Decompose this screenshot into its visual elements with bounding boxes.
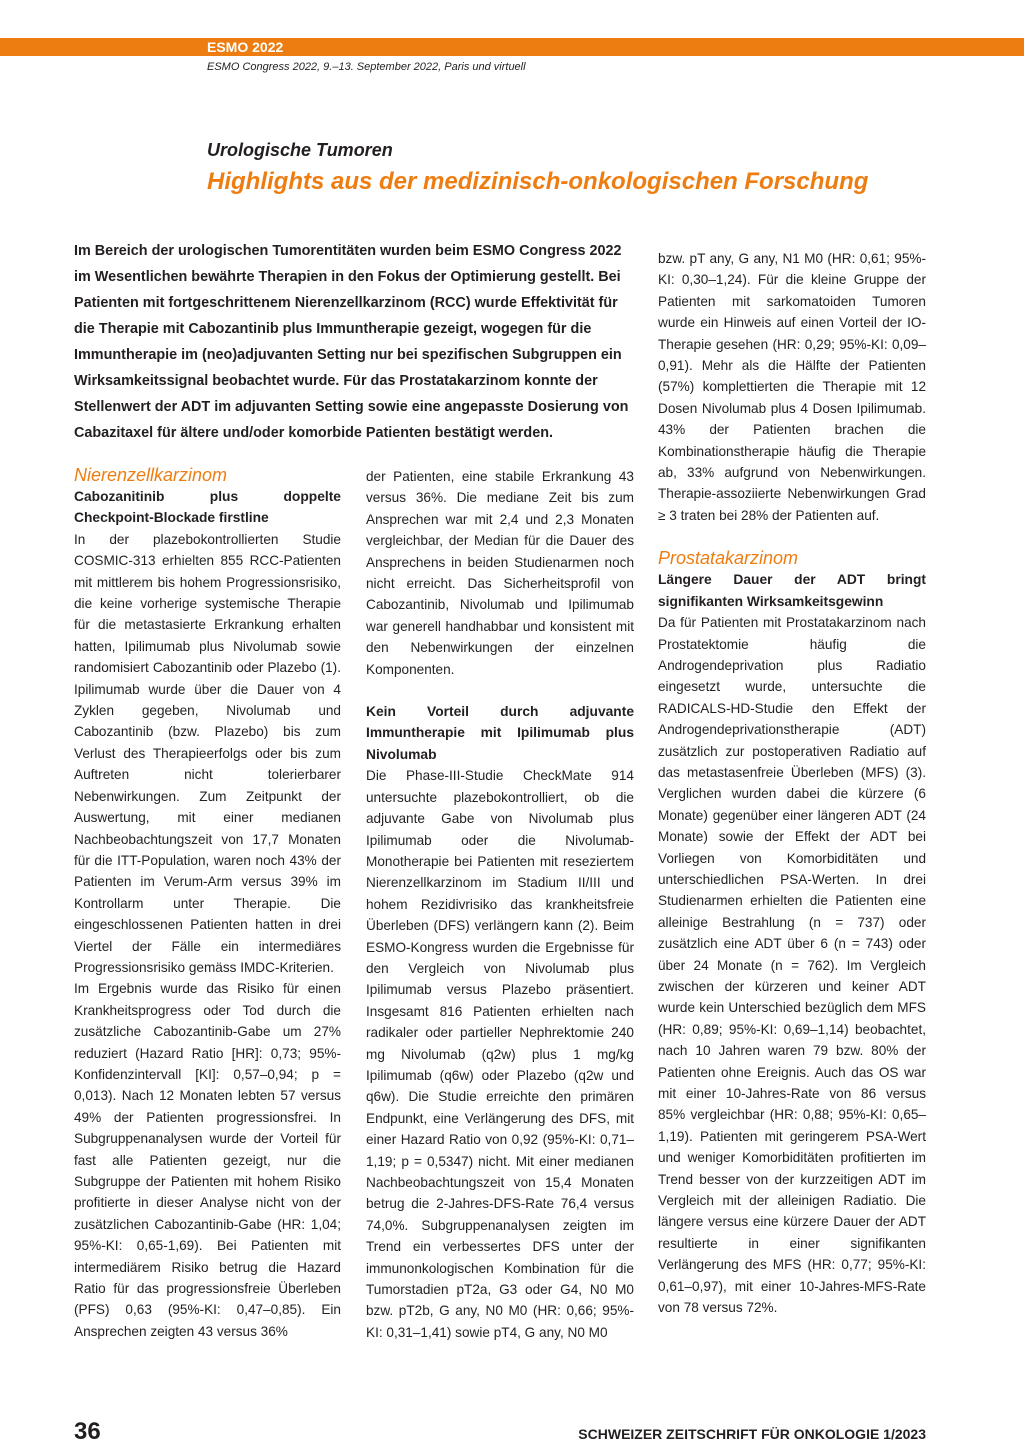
paragraph: Da für Patienten mit Prostatakarzinom nach Prostatektomie häufig die Androgendeprivation plus Radiatio eingesetzt wurde, untersuchte die RADICALS-HD-Studie den Effekt der Androgendeprivationstherapie (ADT) zusätzlich zur postoperativen Radiatio auf das metastasenfreie Überleben (MFS) (3). Verglichen wurden dabei die kürzere (6 Monate) gegenüber einer längeren ADT (24 Monate) sowie der Effekt der ADT bei Vorliegen von Komorbiditäten und unterschiedlichen PSA-Werten. In drei Studienarmen erhielten die Patienten eine alleinige Bestrahlung (n = 737) oder zusätzlich eine ADT über 6 (n = 743) oder über 24 Monate (n = 762). Im Vergleich zwischen der kürzeren und keiner ADT wurde kein Unterschied bezüglich dem MFS (HR: 0,89; 95%-KI: 0,69–1,14) beobachtet, nach 10 Jahren waren 79 bzw. 80% der Patienten ohne Ereignis. Auch das OS war mit einer 10-Jahres-Rate von 86 versus 85% vergleichbar (HR: 0,88; 95%-KI: 0,65–1,19). Patienten mit geringerem PSA-Wert und weniger Komorbiditäten profitierten im Trend besser von der kurzzeitigen ADT im Vergleich mit der alleinigen Radiatio. Die längere versus eine kürzere Dauer der ADT resultierte in einer signifikanten Verlängerung des MFS (HR: 0,77; 95%-KI: 0,61–0,97), mit einer 10-Jahres-MFS-Rate von 78 versus 72%. [658,615,926,1316]
header-bar [0,38,1024,56]
congress-info: ESMO Congress 2022, 9.–13. September 2022, Paris und virtuell [207,61,526,73]
section-tag: ESMO 2022 [207,39,284,55]
subheading-cosmic: Cabozanitinib plus doppelte Checkpoint-Blockade firstline [74,489,341,526]
paragraph: In der plazebokontrollierten Studie COSMIC-313 erhielten 855 RCC-Patienten mit mittlerem bis hohem Progressionsrisiko, die keine vorherige systemische Therapie für die metastasierte Erkrankung erhalten hatten, Ipilimumab plus Nivolumab sowie randomisiert Cabozantinib oder Plazebo (1). Ipilimumab wurde über die Dauer von 4 Zyklen gegeben, Nivolumab und Cabozantinib (bzw. Plazebo) bis zum Verlust des Therapieerfolgs oder bis zum Auftreten nicht tolerierbarer Nebenwirkungen. Zum Zeitpunkt der Auswertung, mit einer medianen Nachbeobachtungszeit von 17,7 Monaten für die ITT-Population, waren noch 43% der Patienten im Verum-Arm versus 39% im Kontrollarm unter Therapie. Die eingeschlossenen Patienten hatten in drei Viertel der Fälle ein intermediäres Progressionsrisiko gemäss IMDC-Kriterien. [74,531,341,975]
journal-name: SCHWEIZER ZEITSCHRIFT FÜR ONKOLOGIE 1/2023 [578,1426,926,1442]
paragraph: der Patienten, eine stabile Erkrankung 43 versus 36%. Die mediane Zeit bis zum Ansprechen war mit 2,4 und 2,3 Monaten vergleichbar, der Median für die Dauer des Ansprechens in beiden Studienarmen noch nicht erreicht. Das Sicherheitsprofil von Cabozantinib, Nivolumab und Ipilimumab war generell handhabbar und konsistent mit den Nebenwirkungen der einzelnen Komponenten. [366,469,634,677]
paragraph: bzw. pT any, G any, N1 M0 (HR: 0,61; 95%-KI: 0,30–1,24). Für die kleine Gruppe der Patienten mit sarkomatoiden Tumoren wurde ein Hinweis auf einen Vorteil der IO-Therapie gesehen (HR: 0,29; 95%-KI: 0,09–0,91). Mehr als die Hälfte der Patienten (57%) komplettierten die Therapie mit 12 Dosen Nivolumab plus 4 Dosen Ipilimumab. 43% der Patienten brachen die Kombinationstherapie häufig die Therapie ab, 33% aufgrund von Nebenwirkungen. Therapie-assoziierte Nebenwirkungen Grad ≥ 3 traten bei 28% der Patienten auf. [658,251,926,523]
column-3 [658,248,926,1319]
paragraph: Im Ergebnis wurde das Risiko für einen Krankheitsprogress oder Tod durch die zusätzliche Cabozantinib-Gabe um 27% reduziert (Hazard Ratio [HR]: 0,73; 95%-Konfidenzintervall [KI]: 0,57–0,94; p = 0,013). Nach 12 Monaten lebten 57 versus 49% der Patienten progressionsfrei. In Subgruppenanalysen wurde der Vorteil für fast alle Patienten gezeigt, nur die Subgruppe der Patienten mit hohem Risiko profitierte in dieser Analyse nicht von der zusätzlichen Cabozantinib-Gabe (HR: 1,04; 95%-KI: 0,65-1,69). Bei Patienten mit intermediärem Risiko betrug die Hazard Ratio für das progressionsfreie Überleben (PFS) 0,63 (95%-KI: 0,47–0,85). Ein Ansprechen zeigten 43 versus 36% [74,981,341,1339]
column-2 [366,466,634,1343]
paragraph: Die Phase-III-Studie CheckMate 914 untersuchte plazebokontrolliert, ob die adjuvante Gabe von Nivolumab plus Ipilimumab oder die Nivolumab-Monotherapie bei Patienten mit reseziertem Nierenzellkarzinom im Stadium II/III und hohem Rezidivrisiko das krankheitsfreie Überleben (DFS) verlängern kann (2). Beim ESMO-Kongress wurden die Ergebnisse für den Vergleich von Nivolumab plus Ipilimumab versus Plazebo präsentiert. Insgesamt 816 Patienten erhielten nach radikaler oder partieller Nephrektomie 240 mg Nivolumab (q2w) plus 1 mg/kg Ipilimumab (q6w) oder Plazebo (q2w und q6w). Die Studie erreichte den primären Endpunkt, eine Verlängerung des DFS, mit einer Hazard Ratio von 0,92 (95%-KI: 0,71–1,19; p = 0,5347) nicht. Mit einer medianen Nachbeobachtungszeit von 15,4 Monaten betrug die 2-Jahres-DFS-Rate 76,4 versus 74,0%. Subgruppenanalysen zeigten im Trend ein verbessertes DFS unter der immunonkologischen Kombination für die Tumorstadien pT2a, G3 oder G4, N0 M0 bzw. pT2b, G any, N0 M0 (HR: 0,66; 95%-KI: 0,31–1,41) sowie pT4, G any, N0 M0 [366,768,634,1340]
article-lead [74,238,639,446]
section-heading-prostate: Prostatakarzinom [658,548,799,569]
lead-text: Im Bereich der urologischen Tumorentitäten wurden beim ESMO Congress 2022 im Wesentlichen bewährte Therapien in den Fokus der Optimierung gestellt. Bei Patienten mit fortgeschrittenem Nierenzellkarzinom (RCC) wurde Effektivität für die Therapie mit Cabozantinib plus Immuntherapie gezeigt, wogegen für die Immuntherapie im (neo)adjuvanten Setting nur bei spezifischen Subgruppen ein Wirksamkeitssignal beobachtet wurde. Für das Prostatakarzinom konnte der Stellenwert der ADT im adjuvanten Setting sowie eine angepasste Dosierung von Cabazitaxel für ältere und/oder komorbide Patienten bestätigt werden. [74,243,629,441]
subheading-adt: Längere Dauer der ADT bringt signifikanten Wirksamkeitsgewinn [658,572,926,609]
article-title: Highlights aus der medizinisch-onkologischen Forschung [207,168,869,195]
article-kicker: Urologische Tumoren [207,140,393,160]
column-1 [74,464,341,1342]
subheading-checkmate: Kein Vorteil durch adjuvante Immuntherapie mit Ipilimumab plus Nivolumab [366,704,634,762]
section-heading-rcc: Nierenzellkarzinom [74,465,228,485]
page-number: 36 [74,1418,101,1445]
